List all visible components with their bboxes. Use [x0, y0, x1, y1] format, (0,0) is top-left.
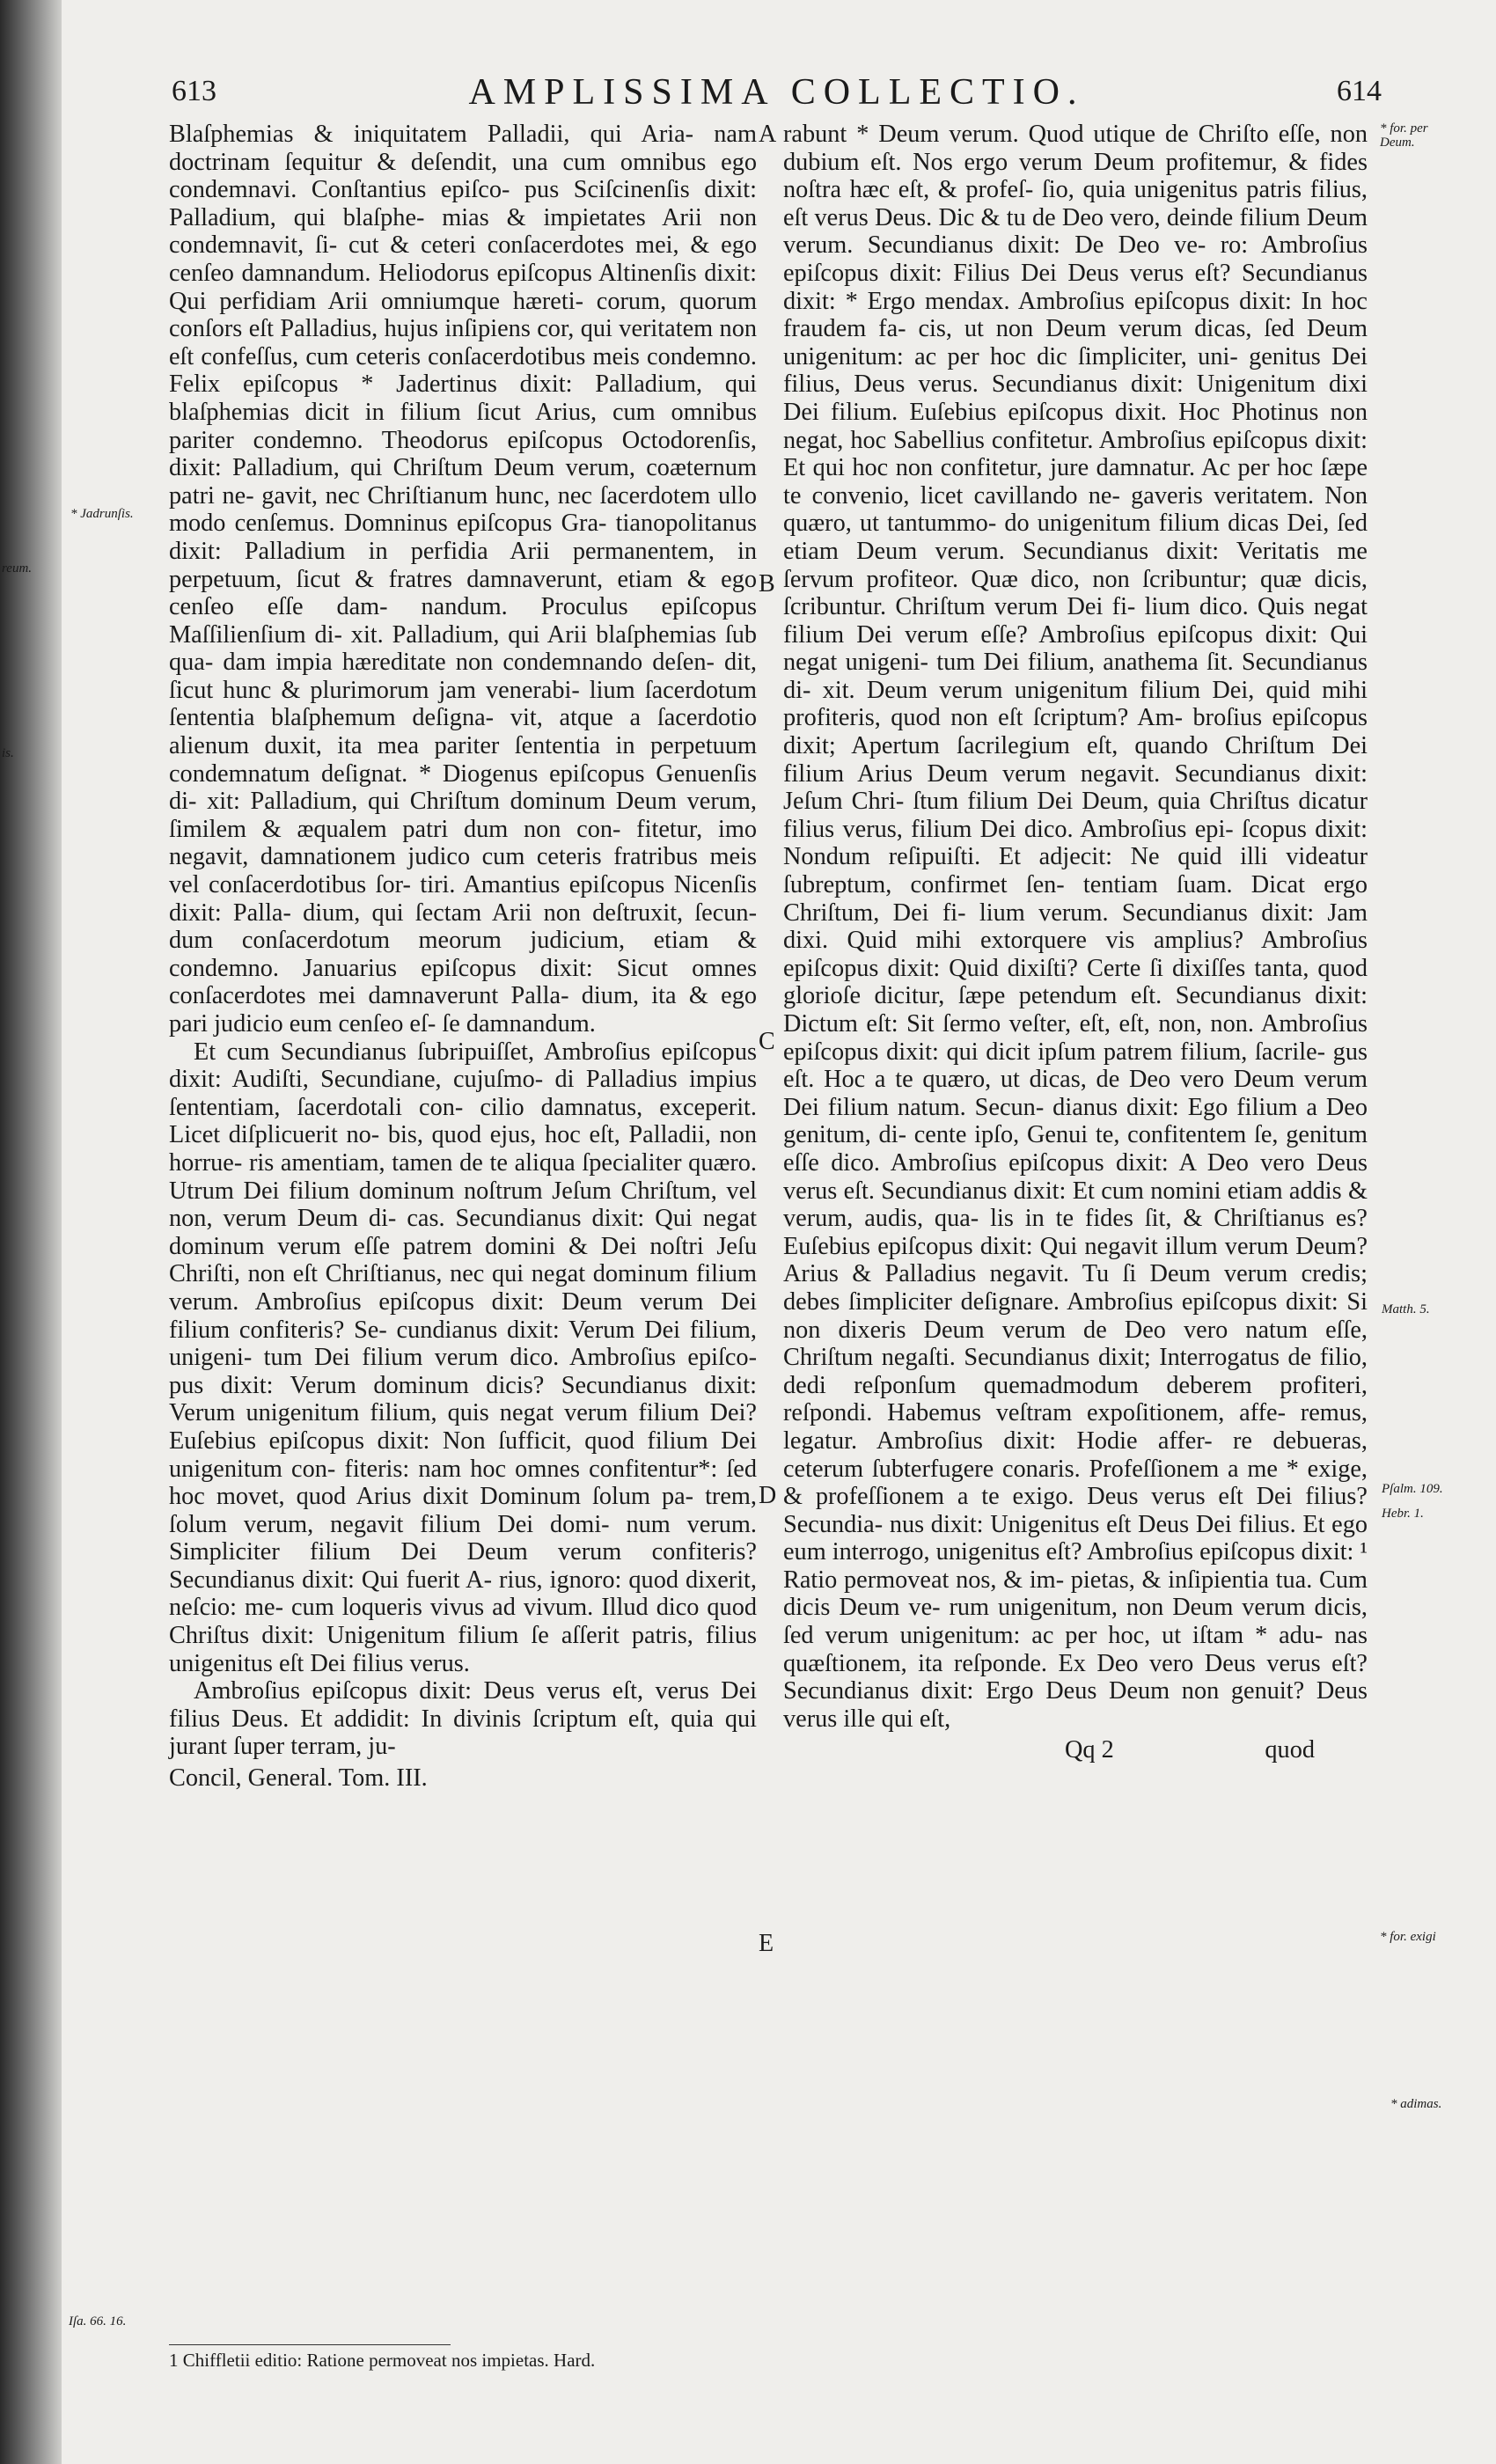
running-title: AMPLISSIMA COLLECTIO.: [468, 72, 1085, 113]
running-header: [172, 72, 1382, 119]
margin-note: Iſa. 66. 16.: [69, 2314, 127, 2328]
page-number-right: 614: [1337, 75, 1382, 107]
left-paragraph: Ambroſius epiſcopus dixit: Deus verus eſt, verus Dei filius Deus. Et addidit: In divinis ſcriptum eſt, quia qui jurant ſuper terram, ju-: [169, 1677, 757, 1761]
margin-note: is.: [2, 746, 14, 760]
margin-note: Matth. 5.: [1382, 1302, 1430, 1316]
margin-note: Hebr. 1.: [1382, 1507, 1424, 1521]
margin-note: reum.: [2, 561, 33, 576]
margin-note: * for. per Deum.: [1380, 121, 1428, 150]
margin-note: * Jadrunſis.: [70, 507, 134, 521]
footnote: 1 Chiffletii editio: Ratione permoveat nos impietas. Hard.: [169, 2350, 596, 2371]
left-paragraph: Blaſphemias & iniquitatem Palladii, qui Aria- nam doctrinam ſequitur & deſendit, una cum omnibus ego condemnavi. Conſtantius epiſco- pus Sciſcinenſis dixit: Palladium, qui blaſphe- mias & impietates Arii non condemnavit, ſi- cut & ceteri conſacerdotes mei, & ego cenſeo damnandum. Heliodorus epiſcopus Altinenſis dixit: Qui perfidiam Arii omniumque hæreti- corum, quorum conſors eſt Palladius, hujus inſipiens cor, qui veritatem non eſt confeſſus, cum ceteris conſacerdotibus meis condemno. Felix epiſcopus * Jadertinus dixit: Palladium, qui blaſphemias dicit in filium ſicut Arius, cum omnibus pariter condemno. Theodorus epiſcopus Octodorenſis, dixit: Palladium, qui Chriſtum Deum verum, coæternum patri ne- gavit, nec Chriſtianum hunc, nec ſacerdotem ullo modo cenſemus. Domninus epiſcopus Gra- tianopolitanus dixit: Palladium in perfidia Arii permanentem, in perpetuum, ſicut & fratres damnaverunt, etiam & ego cenſeo eſſe dam- nandum. Proculus epiſcopus Maſſilienſium di- xit. Palladium, qui Arii blaſphemias ſub qua- dam impia hæreditate non condemnando deſen- dit, ſicut hunc & plurimorum jam venerabi- lium ſacerdotum ſententia blaſphemum deſigna- vit, atque a ſacerdotio alienum duxit, ita mea pariter ſententia in perpetuum condemnatum deſignat. * Diogenus epiſcopus Genuenſis di- xit: Palladium, qui Chriſtum dominum Deum verum, ſimilem & æqualem patri dum non con- fitetur, imo negavit, damnationem judico cum ceteris fratribus meis vel conſacerdotibus ſor- tiri. Amantius epiſcopus Nicenſis dixit: Palla- dium, qui ſectam Arii non deſtruxit, ſecun- dum conſacerdotum meorum judicium, etiam & condemno. Januarius epiſcopus dixit: Sicut omnes conſacerdotes mei damnaverunt Palla- dium, ita & ego pari judicio eum cenſeo eſ- ſe damnandum.: [169, 121, 757, 1038]
section-letter-b: B: [759, 570, 775, 598]
margin-note: * for. exigi: [1380, 1930, 1436, 1944]
margin-note: Pſalm. 109.: [1382, 1482, 1443, 1496]
page-gutter-shadow: [0, 0, 62, 2464]
left-paragraph: Et cum Secundianus ſubripuiſſet, Ambroſius epiſcopus dixit: Audiſti, Secundiane, cujuſmo- di Palladius impius ſententiam, ſacerdotali con- cilio damnatus, exceperit. Licet diſplicuerit no- bis, quod ejus, hoc eſt, Palladii, non horrue- ris amentiam, tamen de te aliqua ſpecialiter quæro. Utrum Dei filium dominum noſtrum Jeſum Chriſtum, vel non, verum Deum di- cas. Secundianus dixit: Qui negat dominum verum eſſe patrem domini & Dei noſtri Jeſu Chriſti, non eſt Chriſtianus, nec qui negat dominum filium verum. Ambroſius epiſcopus dixit: Deum verum Dei filium confiteris? Se- cundianus dixit: Verum Dei filium, unigeni- tum Dei filium verum dico. Ambroſius epiſco- pus dixit: Verum dominum dicis? Secundianus dixit: Verum unigenitum filium, quis negat verum filium Dei? Euſebius epiſcopus dixit: Non ſufficit, quod filium Dei unigenitum con- fiteris: nam hoc omnes confitentur*: ſed hoc movet, quod Arius dixit Dominum ſolum pa- trem, ſolum verum, negavit filium Dei domi- num verum. Simpliciter filium Dei Deum verum confiteris? Secundianus dixit: Qui fuerit A- rius, ignoro: quod dixerit, neſcio: me- cum loqueris vivus ad vivum. Illud dico quod Chriſtus dixit: Unigenitum filium ſe aſſerit patris, filius unigenitus eſt Dei filius verus.: [169, 1038, 757, 1677]
left-column: [169, 121, 757, 1793]
catchword: quod: [1265, 1736, 1315, 1764]
section-letter-a: A: [759, 121, 777, 148]
footnote-rule: [169, 2344, 451, 2345]
signature-line: [783, 1736, 1368, 1764]
margin-note: * adimas.: [1390, 2097, 1442, 2111]
volume-footer: Concil, General. Tom. III.: [169, 1764, 428, 1793]
section-letter-d: D: [759, 1482, 777, 1509]
signature-mark: Qq 2: [1065, 1736, 1114, 1764]
page-number-left: 613: [172, 75, 216, 107]
section-letter-c: C: [759, 1028, 775, 1055]
right-paragraph: rabunt * Deum verum. Quod utique de Chriſto eſſe, non dubium eſt. Nos ergo verum Deum profitemur, & fides noſtra hæc eſt, & profeſ- ſio, quia unigenitus patris filius, eſt verus Deus. Dic & tu de Deo vero, deinde filium Deum verum. Secundianus dixit: De Deo ve- ro: Ambroſius epiſcopus dixit: Filius Dei Deus verus eſt? Secundianus dixit: * Ergo mendax. Ambroſius epiſcopus dixit: In hoc fraudem fa- cis, ut non Deum verum dicas, ſed Deum unigenitum: ac per hoc dic ſimpliciter, uni- genitus Dei filius, Deus verus. Secundianus dixit: Unigenitum dixi Dei filium. Euſebius epiſcopus dixit. Hoc Photinus non negat, hoc Sabellius confitetur. Ambroſius epiſcopus dixit: Et qui hoc non confitetur, jure damnatur. Ac per hoc ſæpe te convenio, licet cavillando ne- gaveris veritatem. Non quæro, ut tantummo- do unigenitum filium dicas Dei, ſed etiam Deum verum. Secundianus dixit: Veritatis me ſervum profiteor. Quæ dico, non ſcribuntur; quæ dicis, ſcribuntur. Chriſtum verum Dei fi- lium dico. Quis negat filium Dei verum eſſe? Ambroſius epiſcopus dixit: Qui negat unigeni- tum Dei filium, anathema ſit. Secundianus di- xit. Deum verum unigenitum filium Dei, quid mihi profiteris, quod non eſt ſcriptum? Am- broſius epiſcopus dixit; Apertum ſacrilegium eſt, quando Chriſtum Dei filium Arius Deum verum negavit. Secundianus dixit: Jeſum Chri- ſtum filium Dei Deum, quia Chriſtus dicatur filius verus, filium Dei dico. Ambroſius epi- ſcopus dixit: Nondum reſipuiſti. Et adjecit: Ne quid illi videatur ſubreptum, confirmet ſen- tentiam ſuam. Dicat ergo Chriſtum, Dei fi- lium verum. Secundianus dixit: Jam dixi. Quid mihi extorquere vis amplius? Ambroſius epiſcopus dixit: Quid dixiſti? Certe ſi dixiſſes tanta, quod glorioſe dicitur, ſæpe petendum eſt. Secundianus dixit: Dictum eſt: Sit ſermo veſter, eſt, eſt, non, non. Ambroſius epiſcopus dixit: qui dicit ipſum patrem filium, ſacrile- gus eſt. Hoc a te quæro, ut dicas, de Deo vero Deum verum Dei filium natum. Secun- dianus dixit: Ego filium a Deo genitum, di- cente ipſo, Genui te, confitentem ſe, genitum eſſe dico. Ambroſius epiſcopus dixit: A Deo vero Deus verus eſt. Secundianus dixit: Et cum nomini etiam addis & verum, audis, qua- lis in te fides ſit, & Chriſtianus es? Euſebius epiſcopus dixit: Qui negavit illum verum Deum? Arius & Palladius negavit. Tu ſi Deum verum credis; debes ſimpliciter deſignare. Ambroſius epiſcopus dixit: Si non dixeris Deum verum de Deo vero natum eſſe, Chriſtum negaſti. Secundianus dixit; Interrogatus de filio, dedi reſponſum quemadmodum deberem profiteri, reſpondi. Habemus veſtram expoſitionem, affe- remus, legatur. Ambroſius dixit: Hodie affer- re debueras, ceterum ſubterfugere conaris. Profeſſionem a me * exige, & profeſſionem a te exigo. Deus verus eſt Dei filius? Secundia- nus dixit: Unigenitus eſt Deus Dei filius. Et ego eum interrogo, unigenitus eſt? Ambroſius epiſcopus dixit: ¹ Ratio permoveat nos, & im- pietas, & inſipientia tua. Cum dicis Deum ve- rum unigenitum, non Deum verum dicis, ſed verum unigenitum: ac per hoc, ut iſtam * adu- nas quæſtionem, ita reſponde. Ex Deo vero Deus verus eſt? Secundianus dixit: Ergo Deus Deum non genuit? Deus verus ille qui eſt,: [783, 121, 1368, 1733]
section-letter-e: E: [759, 1930, 774, 1957]
right-column: [783, 121, 1368, 1764]
